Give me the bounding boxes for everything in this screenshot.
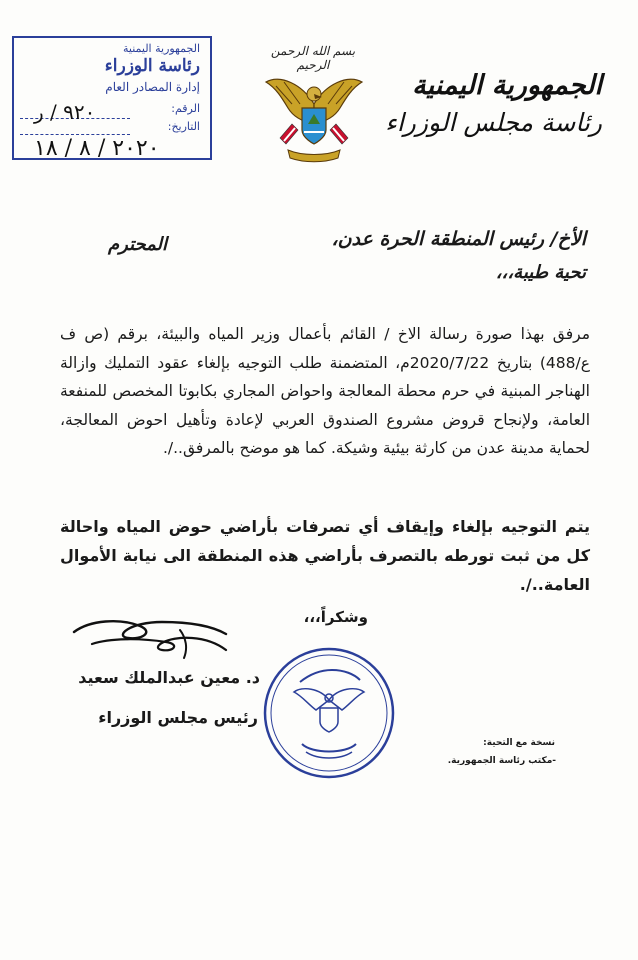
stamp-rule — [20, 134, 130, 135]
stamp-country: الجمهورية اليمنية — [122, 42, 200, 55]
closing-thanks: وشكراً،،، — [303, 608, 368, 626]
copies-heading: نسخة مع التحية: — [483, 738, 555, 748]
stamp-department: إدارة المصادر العام — [105, 80, 200, 94]
stamp-date-label: التاريخ: — [167, 120, 200, 133]
header-country: الجمهورية اليمنية — [412, 70, 602, 101]
header-office: رئاسة مجلس الوزراء — [385, 108, 602, 137]
body-paragraph: مرفق بهذا صورة رسالة الاخ / القائم بأعمال وزير المياه والبيئة، برقم (ص ف ع/488) بتاريخ 2020/7/22م، المتضمنة طلب التوجيه بإلغاء عقود التمليك وازالة الهناجر المبنية في حرم محطة المعالجة واحواض المجاري بكابوتا المخصص للمنفعة العامة، ولإنجاح قروض مشروع الصندوق العربي لإعادة وتأهيل احوض المعالجة، لحماية مدينة عدن من كارثة بيئية وشيكة. كما هو موضح بالمرفق../. — [60, 325, 590, 457]
stamp-date-value: ٢٠٢٠ / ٨ / ١٨ — [34, 136, 160, 161]
signer-title: رئيس مجلس الوزراء — [98, 708, 258, 727]
basmala: بسم الله الرحمن الرحيم — [270, 44, 356, 72]
directive-paragraph: يتم التوجيه بإلغاء وإيقاف أي تصرفات بأراضي حوض المياه واحالة كل من ثبت تورطه بالتصرف بأراضي هذه المنطقة الى نيابة الأموال العامة../. — [60, 517, 590, 594]
signer-name: د. معين عبدالملك سعيد — [78, 668, 260, 687]
stamp-office: رئاسة الوزراء — [104, 56, 200, 76]
eagle-emblem-icon — [262, 64, 366, 164]
signature-icon — [70, 608, 230, 668]
stamp-number-value: ٩٢٠ / ر — [34, 100, 96, 124]
official-seal-icon — [260, 644, 398, 782]
honorific: المحترم — [108, 234, 168, 255]
addressee: الأخ/ رئيس المنطقة الحرة عدن، — [331, 228, 586, 250]
stamp-number-label: الرقم: — [171, 102, 200, 115]
greeting: تحية طيبة،،، — [495, 262, 586, 283]
registration-stamp — [12, 36, 212, 160]
copies-item: -مكتب رئاسة الجمهورية. — [447, 756, 556, 766]
